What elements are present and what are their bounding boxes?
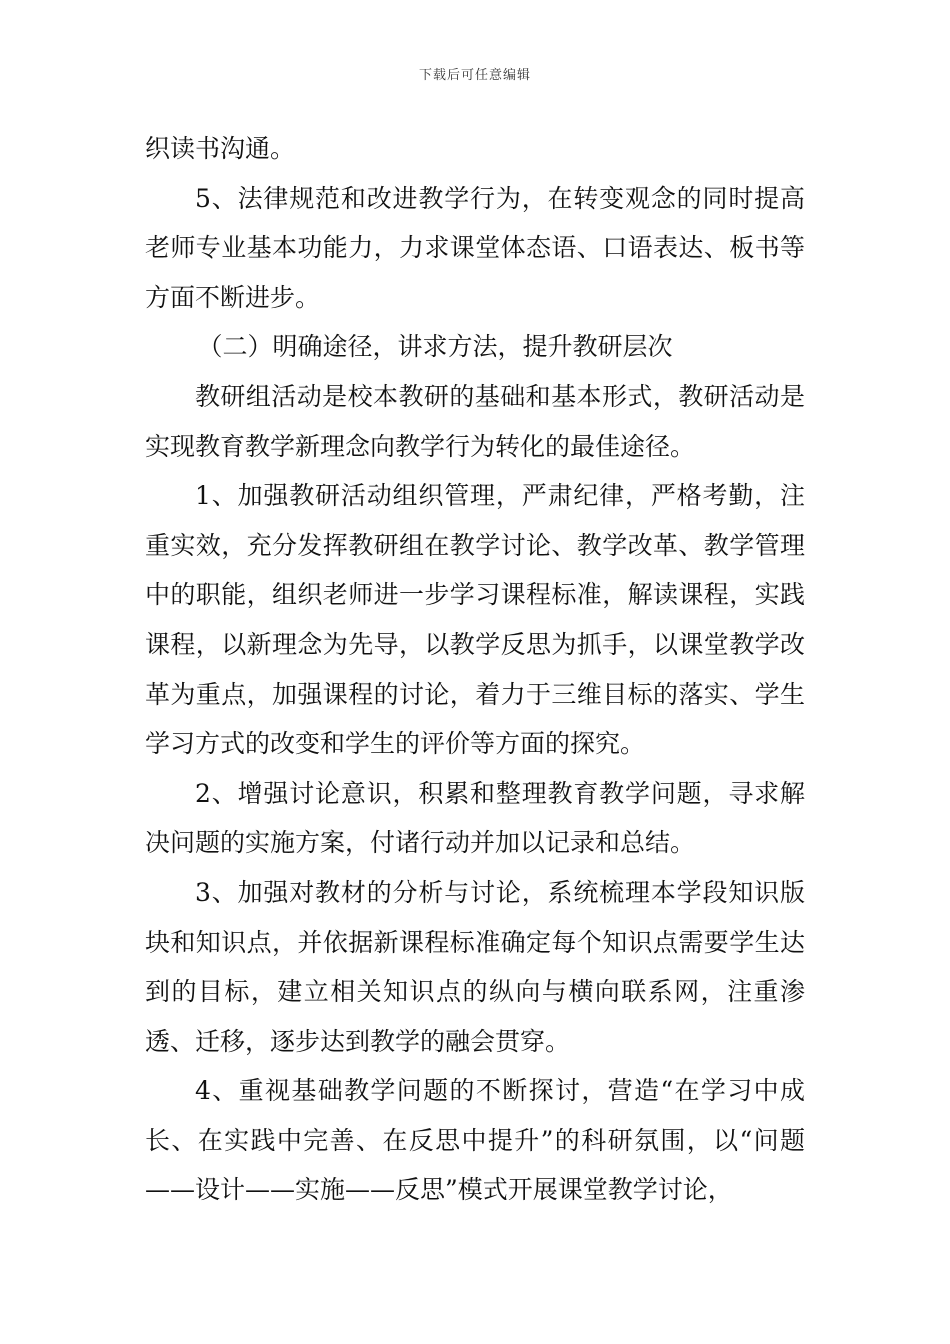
paragraph-intro: 教研组活动是校本教研的基础和基本形式，教研活动是实现教育教学新理念向教学行为转化的最佳途径。 xyxy=(145,381,805,461)
paragraph-item-1: 1、加强教研活动组织管理，严肃纪律，严格考勤，注重实效，充分发挥教研组在教学讨论、教学改革、教学管理中的职能，组织老师进一步学习课程标准，解读课程，实践课程，以新理念为先导，以教学反思为抓手，以课堂教学改革为重点，加强课程的讨论，着力于三维目标的落实、学生学习方式的改变和学生的评价等方面的探究。 xyxy=(145,481,805,759)
paragraph-item-4: 4、重视基础教学问题的不断探讨，营造“在学习中成长、在实践中完善、在反思中提升”的科研氛围，以“问题——设计——实施——反思”模式开展课堂教学讨论， xyxy=(145,1076,805,1205)
page-header: 下载后可任意编辑 xyxy=(418,68,531,83)
paragraph-continuation: 织读书沟通。 xyxy=(145,134,296,163)
document-body xyxy=(145,124,805,1215)
section-heading: （二）明确途径，讲求方法，提升教研层次 xyxy=(197,332,673,362)
paragraph-item-5: 5、法律规范和改进教学行为，在转变观念的同时提高老师专业基本功能力，力求课堂体态语、口语表达、板书等方面不断进步。 xyxy=(145,183,805,312)
paragraph-item-3: 3、加强对教材的分析与讨论，系统梳理本学段知识版块和知识点，并依据新课程标准确定每个知识点需要学生达到的目标，建立相关知识点的纵向与横向联系网，注重渗透、迁移，逐步达到教学的融会贯穿。 xyxy=(145,877,805,1056)
paragraph-item-2: 2、增强讨论意识，积累和整理教育教学问题，寻求解决问题的实施方案，付诸行动并加以记录和总结。 xyxy=(145,778,805,858)
